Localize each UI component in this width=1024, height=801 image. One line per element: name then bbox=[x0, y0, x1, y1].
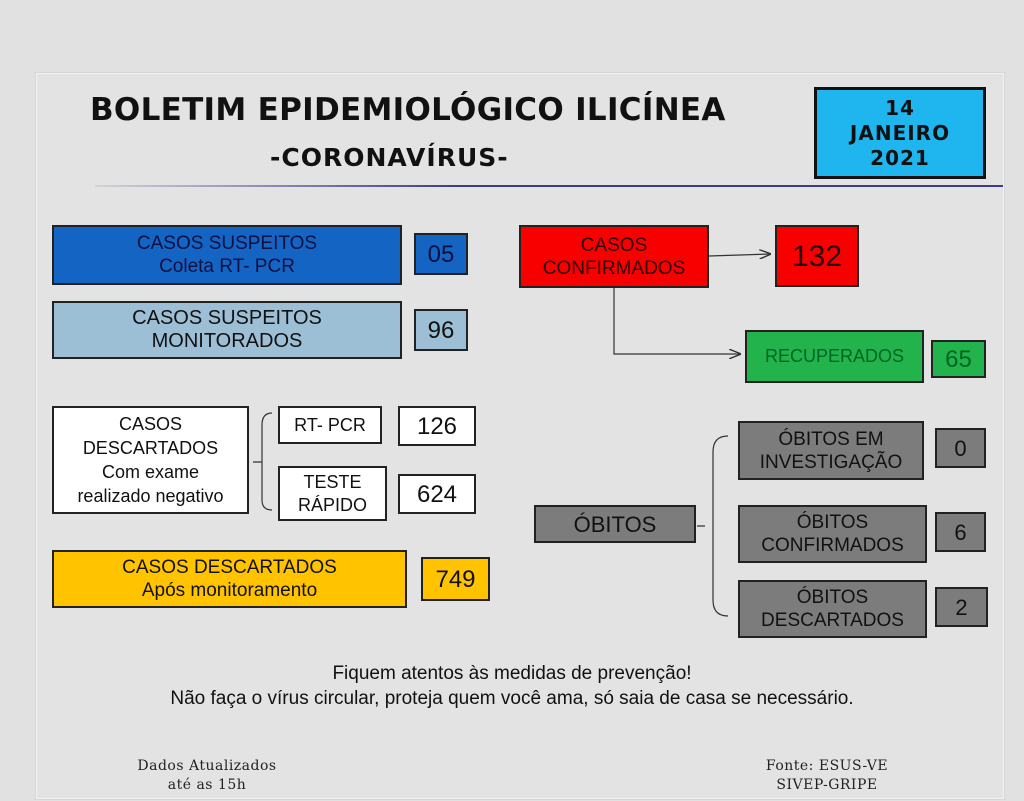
suspeitos-monitorados-line2: MONITORADOS bbox=[151, 330, 303, 352]
obitos-bracket bbox=[697, 436, 728, 616]
descartados-exame-box bbox=[52, 406, 249, 514]
suspeitos-coleta-line2: Coleta RT- PCR bbox=[159, 256, 295, 277]
descartados-exame-line4: realizado negativo bbox=[77, 486, 224, 506]
rtpcr-label: RT- PCR bbox=[294, 415, 366, 435]
teste-rapido-box bbox=[278, 466, 387, 521]
suspeitos-coleta-value: 05 bbox=[414, 233, 468, 275]
obitos-descartados-line1: ÓBITOS bbox=[796, 587, 869, 608]
obitos-confirmados-line2: CONFIRMADOS bbox=[761, 535, 904, 556]
updated-line1: Dados Atualizados bbox=[137, 758, 277, 774]
source-note bbox=[742, 757, 912, 795]
descartados-monitoramento-value: 749 bbox=[421, 557, 490, 601]
footer-line2: Não faça o vírus circular, proteja quem você ama, só saia de casa se necessário. bbox=[170, 688, 854, 709]
footer-line1: Fiquem atentos às medidas de prevenção! bbox=[332, 663, 692, 684]
date-day: 14 bbox=[885, 95, 915, 120]
arrow-to-recuperados bbox=[614, 288, 740, 354]
recuperados-box bbox=[745, 330, 924, 383]
descartados-monitoramento-line2: Após monitoramento bbox=[141, 580, 318, 601]
arrow-to-confirmed-count bbox=[709, 254, 770, 256]
suspeitos-coleta-line1: CASOS SUSPEITOS bbox=[136, 233, 318, 254]
descartados-monitoramento-box bbox=[52, 550, 407, 608]
recuperados-value: 65 bbox=[931, 340, 986, 378]
descartados-exame-line1: CASOS bbox=[118, 414, 183, 434]
bulletin-title: BOLETIM EPIDEMIOLÓGICO ILICÍNEA bbox=[90, 92, 726, 128]
descartados-monitoramento-line1: CASOS DESCARTADOS bbox=[122, 557, 337, 578]
obitos-investigacao-line1: ÓBITOS EM bbox=[778, 428, 884, 450]
obitos-confirmados-line1: ÓBITOS bbox=[796, 512, 869, 533]
suspeitos-monitorados-value: 96 bbox=[414, 309, 468, 351]
date-month: JANEIRO bbox=[849, 120, 951, 145]
confirmados-line1: CASOS bbox=[580, 234, 648, 256]
obitos-confirmados-value: 6 bbox=[935, 512, 986, 552]
source-line1: Fonte: ESUS-VE bbox=[765, 758, 889, 774]
recuperados-label: RECUPERADOS bbox=[764, 346, 905, 366]
obitos-descartados-line2: DESCARTADOS bbox=[761, 610, 904, 631]
obitos-label: ÓBITOS bbox=[573, 511, 657, 537]
obitos-investigacao-line2: INVESTIGAÇÃO bbox=[759, 451, 903, 473]
descartados-exame-line3: Com exame bbox=[101, 462, 200, 482]
rtpcr-label-box bbox=[278, 406, 382, 444]
confirmados-line2: CONFIRMADOS bbox=[542, 257, 686, 279]
suspeitos-monitorados-line1: CASOS SUSPEITOS bbox=[132, 307, 322, 329]
obitos-descartados-value: 2 bbox=[935, 587, 988, 627]
confirmados-value: 132 bbox=[775, 225, 859, 287]
descartados-bracket bbox=[253, 413, 272, 510]
updated-note bbox=[122, 757, 292, 795]
suspeitos-monitorados-box bbox=[52, 301, 402, 359]
suspeitos-coleta-box bbox=[52, 225, 402, 285]
bulletin-subtitle: -CORONAVÍRUS- bbox=[270, 143, 509, 172]
obitos-investigacao-value: 0 bbox=[935, 428, 986, 468]
obitos-confirmados-box bbox=[738, 505, 927, 563]
teste-rapido-line2: RÁPIDO bbox=[297, 494, 367, 515]
descartados-exame-line2: DESCARTADOS bbox=[82, 438, 219, 458]
rtpcr-value: 126 bbox=[398, 406, 476, 446]
obitos-descartados-box bbox=[738, 580, 927, 638]
confirmados-box bbox=[519, 225, 709, 288]
updated-line2: até as 15h bbox=[167, 777, 247, 793]
teste-rapido-line1: TESTE bbox=[303, 471, 362, 492]
teste-rapido-value: 624 bbox=[398, 474, 476, 514]
obitos-investigacao-box bbox=[738, 421, 924, 480]
obitos-box bbox=[534, 505, 696, 543]
source-line2: SIVEP-GRIPE bbox=[776, 777, 878, 793]
date-year: 2021 bbox=[870, 145, 930, 170]
